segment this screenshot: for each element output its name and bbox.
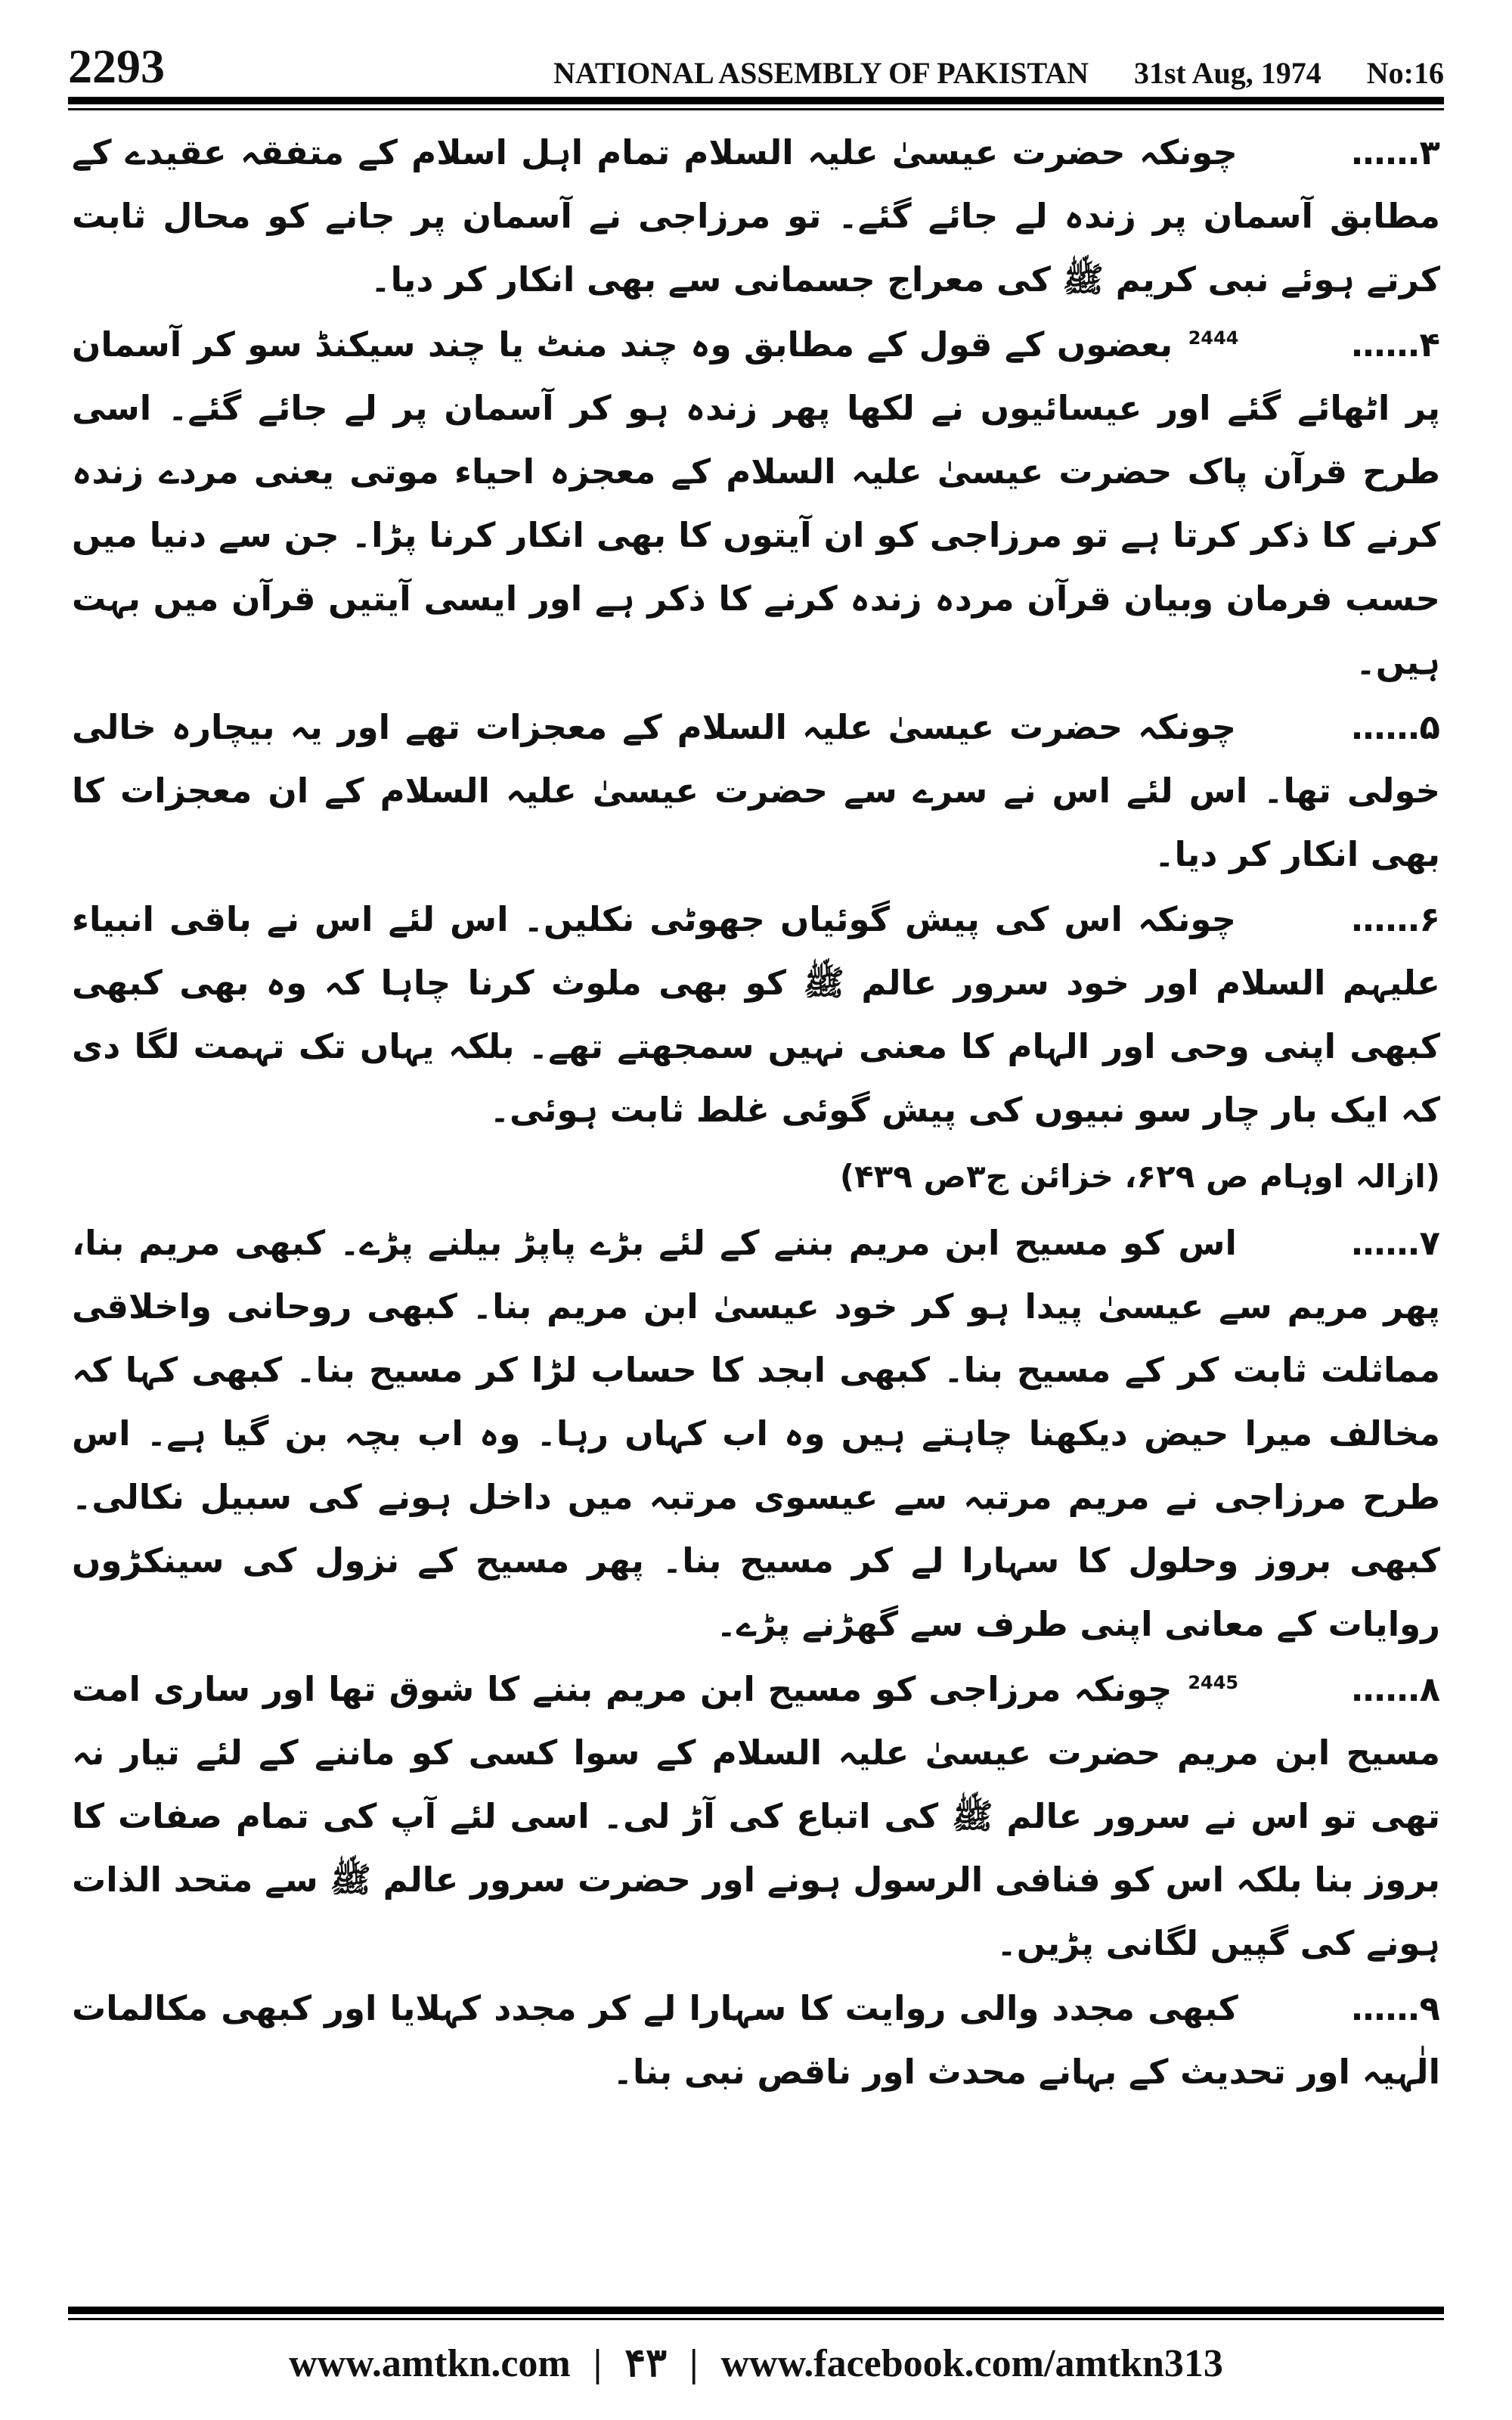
- footer-separator: |: [593, 2341, 603, 2385]
- website-link[interactable]: www.amtkn.com: [289, 2341, 571, 2385]
- assembly-title: NATIONAL ASSEMBLY OF PAKISTAN: [553, 56, 1089, 90]
- list-item: [72, 1212, 1440, 1656]
- item-number: ۹……: [1351, 1988, 1440, 2028]
- page-footer: [68, 2333, 1444, 2394]
- item-text: اس کو مسیح ابن مریم بننے کے لئے بڑے پاپڑ بیلنے پڑے۔ کبھی مریم بنا، پھر مریم سے عیسیٰ پیدا ہو کر خود عیسیٰ ابن مریم بنا۔ کبھی روحانی واخلاقی مماثلت ثابت کر کے مسیح بنا۔ کبھی ابجد کا حساب لڑا کر مسیح بنا۔ کبھی کہا کہ مخالف میرا حیض دیکھنا چاہتے ہیں وہ اب کہاں رہا۔ وہ اب بچہ بن گیا ہے۔ اس طرح مرزاجی نے مریم مرتبہ سے عیسوی مرتبہ میں داخل ہونے کی سبیل نکالی۔ کبھی بروز وحلول کا سہارا لے کر مسیح بنا۔ پھر مسیح کے نزول کی سینکڑوں روایات کے معانی اپنی طرف سے گھڑنے پڑے۔: [72, 1223, 1440, 1644]
- item-number: ۶……: [1351, 899, 1440, 939]
- item-text: چونکہ اس کی پیش گوئیاں جھوٹی نکلیں۔ اس لئے اس نے باقی انبیاء علیہم السلام اور خود سرور عالم ﷺ کو بھی ملوث کرنا چاہا کہ وہ بھی کبھی کبھی اپنی وحی اور الہام کا معنی نہیں سمجھتے تھے۔ بلکہ یہاں تک تہمت لگا دی کہ ایک بار چار سو نبیوں کی پیش گوئی غلط ثابت ہوئی۔: [72, 899, 1440, 1130]
- item-text: کبھی مجدد والی روایت کا سہارا لے کر مجدد کہلایا اور کبھی مکالمات الٰہیہ اور تحدیث کے بہانے محدث اور ناقص نبی بنا۔: [72, 1988, 1440, 2092]
- list-item: [72, 1658, 1440, 1975]
- footer-rule-thick: [68, 2307, 1444, 2314]
- item-number: ۴……: [1351, 324, 1441, 365]
- header-info: [553, 55, 1444, 91]
- list-item: [72, 696, 1440, 886]
- footer-rule-thin: [68, 2318, 1444, 2320]
- item-text: بعضوں کے قول کے مطابق وہ چند منٹ یا چند سیکنڈ سو کر آسمان پر اٹھائے گئے اور عیسائیوں نے لکھا پھر زندہ ہو کر آسمان پر لے جائے گئے۔ اسی طرح قرآن پاک حضرت عیسیٰ علیہ السلام کے معجزہ احیاء موتی یعنی مردے زندہ کرنے کا ذکر کرتا ہے تو مرزاجی کو ان آیتوں کا بھی انکار کرنا پڑا۔ جن سے دنیا میں حسب فرمان وبیان قرآن مردہ زندہ کرنے کا ذکر ہے اور ایسی آیتیں قرآن میں بہت ہیں۔: [72, 324, 1440, 682]
- main-text: [72, 121, 1440, 2238]
- page-marker: 2445: [1188, 1672, 1239, 1693]
- item-text: چونکہ مرزاجی کو مسیح ابن مریم بننے کا شوق تھا اور ساری امت مسیح ابن مریم حضرت عیسیٰ علیہ السلام کے سوا کسی کو ماننے کے لئے تیار نہ تھی تو اس نے سرور عالم ﷺ کی اتباع کی آڑ لی۔ اسی لئے آپ کی تمام صفات کا بروز بنا بلکہ اس کو فنافی الرسول ہونے اور حضرت سرور عالم ﷺ سے متحد الذات ہونے کی گپیں لگانی پڑیں۔: [72, 1669, 1440, 1963]
- footer-separator: |: [689, 2341, 699, 2385]
- session-date: 31st Aug, 1974: [1133, 56, 1321, 90]
- facebook-link[interactable]: www.facebook.com/amtkn313: [720, 2341, 1223, 2385]
- page-marker: 2444: [1188, 327, 1239, 349]
- list-item: [72, 121, 1440, 312]
- item-number: ۳……: [1351, 132, 1440, 172]
- list-item: [72, 313, 1440, 694]
- item-text: چونکہ حضرت عیسیٰ علیہ السلام تمام اہل اسلام کے متفقہ عقیدے کے مطابق آسمان پر زندہ لے جائے گئے۔ تو مرزاجی نے آسمان پر جانے کو محال ثابت کرتے ہوئے نبی کریم ﷺ کی معراج جسمانی سے بھی انکار کر دیا۔: [72, 132, 1440, 299]
- page-number: 2293: [68, 39, 165, 93]
- list-item: [72, 888, 1440, 1142]
- issue-number: No:16: [1366, 56, 1444, 90]
- list-item: [72, 1977, 1440, 2104]
- item-number: ۷……: [1351, 1223, 1440, 1263]
- page-header: [68, 30, 1444, 91]
- item-number: ۸……: [1351, 1669, 1441, 1709]
- citation: (ازالہ اوہام ص ۶۲۹، خزائن ج۳ص ۴۳۹): [839, 1158, 1440, 1195]
- footer-page-label: ۴۳: [624, 2342, 668, 2385]
- item-number: ۵……: [1351, 707, 1440, 747]
- item-text: چونکہ حضرت عیسیٰ علیہ السلام کے معجزات تھے اور یہ بیچارہ خالی خولی تھا۔ اس لئے اس نے سرے سے حضرت عیسیٰ علیہ السلام کے ان معجزات کا بھی انکار کر دیا۔: [72, 707, 1440, 874]
- header-rule-thick: [68, 97, 1444, 104]
- header-rule-thin: [68, 108, 1444, 110]
